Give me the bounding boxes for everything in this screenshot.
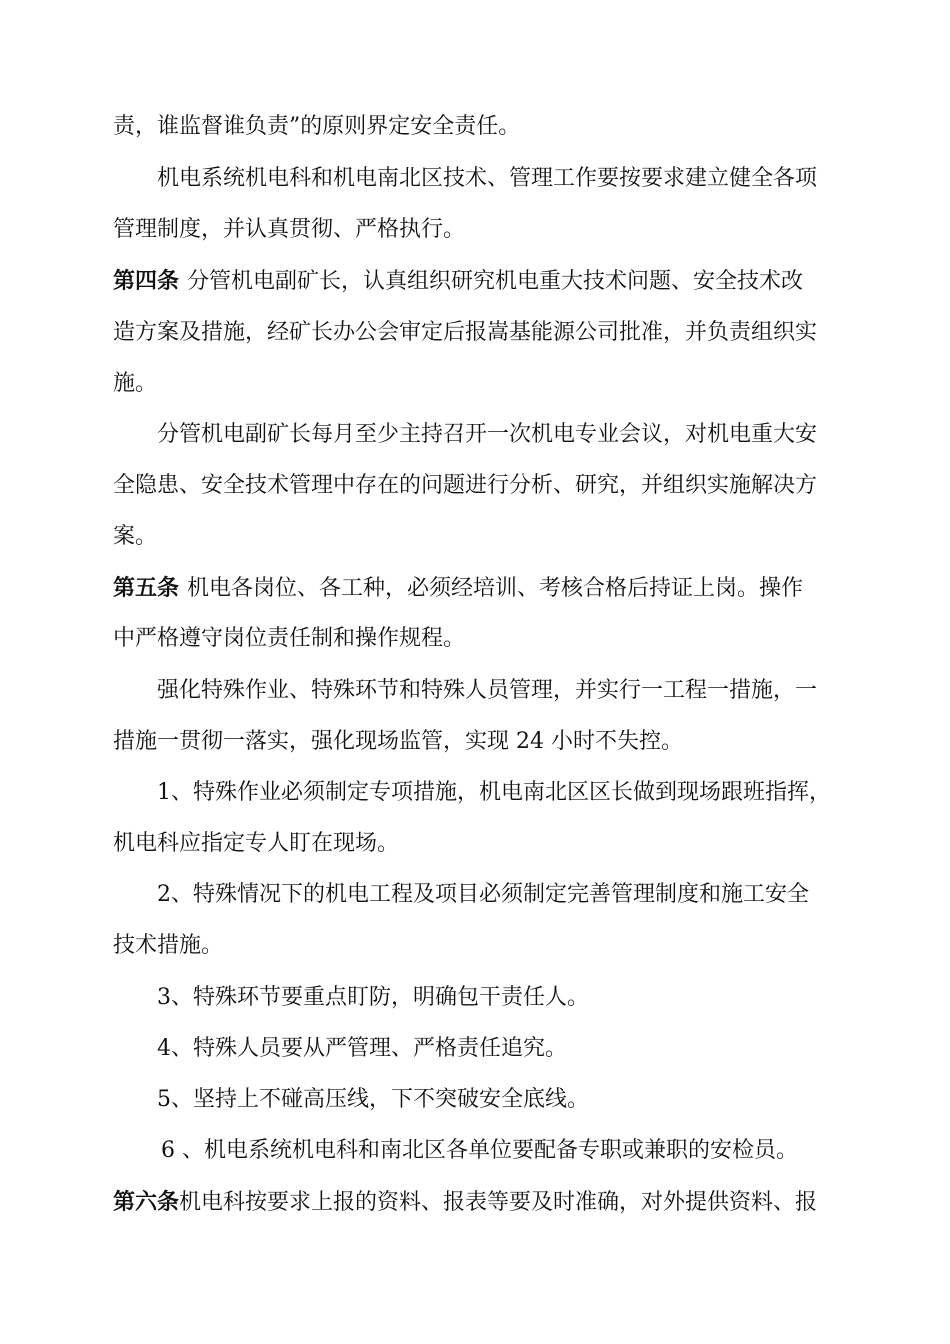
text-line-17 [113, 931, 843, 961]
line-text: 机电科按要求上报的资料、报表等要及时准确，对外提供资料、报 [179, 1190, 818, 1215]
article-4-line [113, 266, 843, 297]
line-text: 施。 [113, 371, 158, 396]
text-line-5 [113, 318, 843, 348]
text-line-19 [157, 1034, 843, 1064]
text-line-15 [113, 829, 843, 859]
text-line-14 [157, 778, 843, 808]
text-line-3 [113, 215, 843, 245]
text-line-11 [113, 624, 843, 654]
line-text: 管理制度，并认真贯彻、严格执行。 [113, 217, 466, 242]
line-text: 机电各岗位、各工种，必须经培训、考核合格后持证上岗。操作 [187, 576, 804, 601]
line-text: 全隐患、安全技术管理中存在的问题进行分析、研究，并组织实施解决方 [113, 473, 818, 498]
article-heading: 第五条 [113, 575, 180, 601]
text-line-2 [157, 164, 843, 194]
line-text: 机电科应指定专人盯在现场。 [113, 831, 400, 856]
article-heading: 第六条 [113, 1189, 180, 1215]
line-text: 6 、机电系统机电科和南北区各单位要配备专职或兼职的安检员。 [161, 1138, 798, 1163]
line-text: 分管机电副矿长每月至少主持召开一次机电专业会议，对机电重大安 [157, 422, 818, 447]
line-text: 责，谁监督谁负责”的原则界定安全责任。 [113, 114, 521, 139]
text-line-1 [113, 112, 843, 142]
line-text: 案。 [113, 524, 158, 549]
line-text: 分管机电副矿长，认真组织研究机电重大技术问题、安全技术改 [187, 269, 804, 294]
line-text: 造方案及措施，经矿长办公会审定后报嵩基能源公司批准，并负责组织实 [113, 320, 818, 345]
line-text: 措施一贯彻一落实，强化现场监管，实现 24 小时不失控。 [113, 729, 683, 754]
text-line-20 [157, 1085, 843, 1115]
text-line-18 [157, 983, 843, 1013]
line-text: 2、特殊情况下的机电工程及项目必须制定完善管理制度和施工安全 [157, 882, 809, 907]
text-line-16 [157, 880, 843, 910]
text-line-12 [157, 676, 843, 706]
line-text: 4、特殊人员要从严管理、严格责任追究。 [157, 1036, 567, 1061]
line-text: 中严格遵守岗位责任制和操作规程。 [113, 626, 466, 651]
line-text: 3、特殊环节要重点盯防，明确包干责任人。 [157, 985, 589, 1010]
line-text: 技术措施。 [113, 933, 224, 958]
article-6-line [113, 1187, 843, 1218]
text-line-21 [161, 1136, 843, 1166]
text-line-7 [157, 420, 843, 450]
text-line-6 [113, 369, 843, 399]
line-text: 强化特殊作业、特殊环节和特殊人员管理，并实行一工程一措施，一 [157, 678, 818, 703]
article-heading: 第四条 [113, 268, 180, 294]
line-text: 5、坚持上不碰高压线，下不突破安全底线。 [157, 1087, 589, 1112]
text-line-8 [113, 471, 843, 501]
text-line-13 [113, 727, 843, 757]
line-text: 1、特殊作业必须制定专项措施，机电南北区区长做到现场跟班指挥， [157, 780, 831, 805]
article-5-line [113, 573, 843, 604]
text-line-9 [113, 522, 843, 552]
line-text: 机电系统机电科和机电南北区技术、管理工作要按要求建立健全各项 [157, 166, 818, 191]
